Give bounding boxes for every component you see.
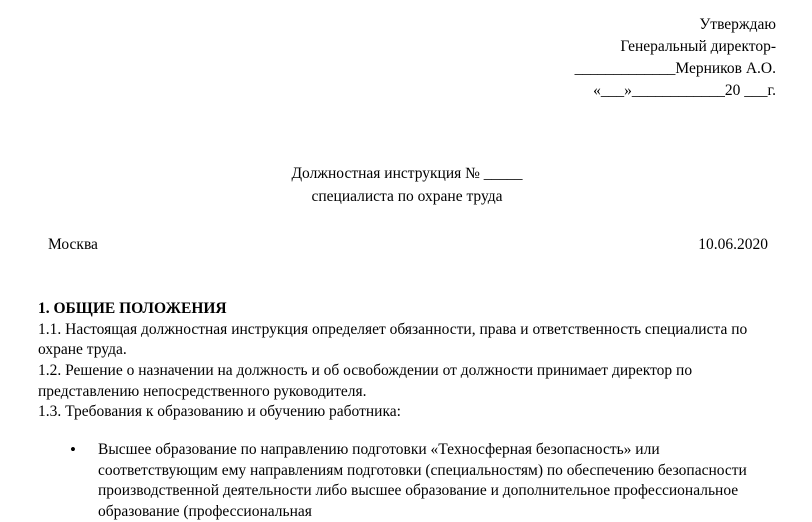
- place-date-row: [38, 236, 776, 254]
- paragraph-1-2: 1.2. Решение о назначении на должность и об освобождении от должности принимает директор по представлению непосредственного руководителя.: [38, 362, 693, 400]
- document-title-line-2: специалиста по охране труда: [311, 187, 503, 205]
- section-heading: 1. ОБЩИЕ ПОЛОЖЕНИЯ: [38, 299, 227, 317]
- approval-line-4: «___»____________20 ___г.: [593, 82, 776, 99]
- document-title: [38, 164, 776, 208]
- document-title-line-1: Должностная инструкция № _____: [291, 165, 523, 182]
- document-date: 10.06.2020: [698, 235, 768, 253]
- approval-line-1: Утверждаю: [699, 16, 776, 33]
- paragraph-1-3: 1.3. Требования к образованию и обучению работника:: [38, 403, 401, 421]
- document-place: Москва: [48, 235, 98, 253]
- approval-block: [38, 14, 776, 102]
- requirements-list: [38, 440, 776, 522]
- list-item: • Высшее образование по направлению подготовки «Техносферная безопасность» или соответствующим ему направлениям подготовки (специальностям) по обеспечению безопасности производственной деятельности либо высшее образование и дополнительное профессиональное образование (профессиональная: [66, 440, 776, 522]
- approval-line-2: Генеральный директор-: [620, 38, 776, 55]
- approval-line-3: _____________Мерников А.О.: [574, 60, 776, 77]
- paragraph-1-1: 1.1. Настоящая должностная инструкция определяет обязанности, права и ответственность специалиста по охране труда.: [38, 320, 748, 359]
